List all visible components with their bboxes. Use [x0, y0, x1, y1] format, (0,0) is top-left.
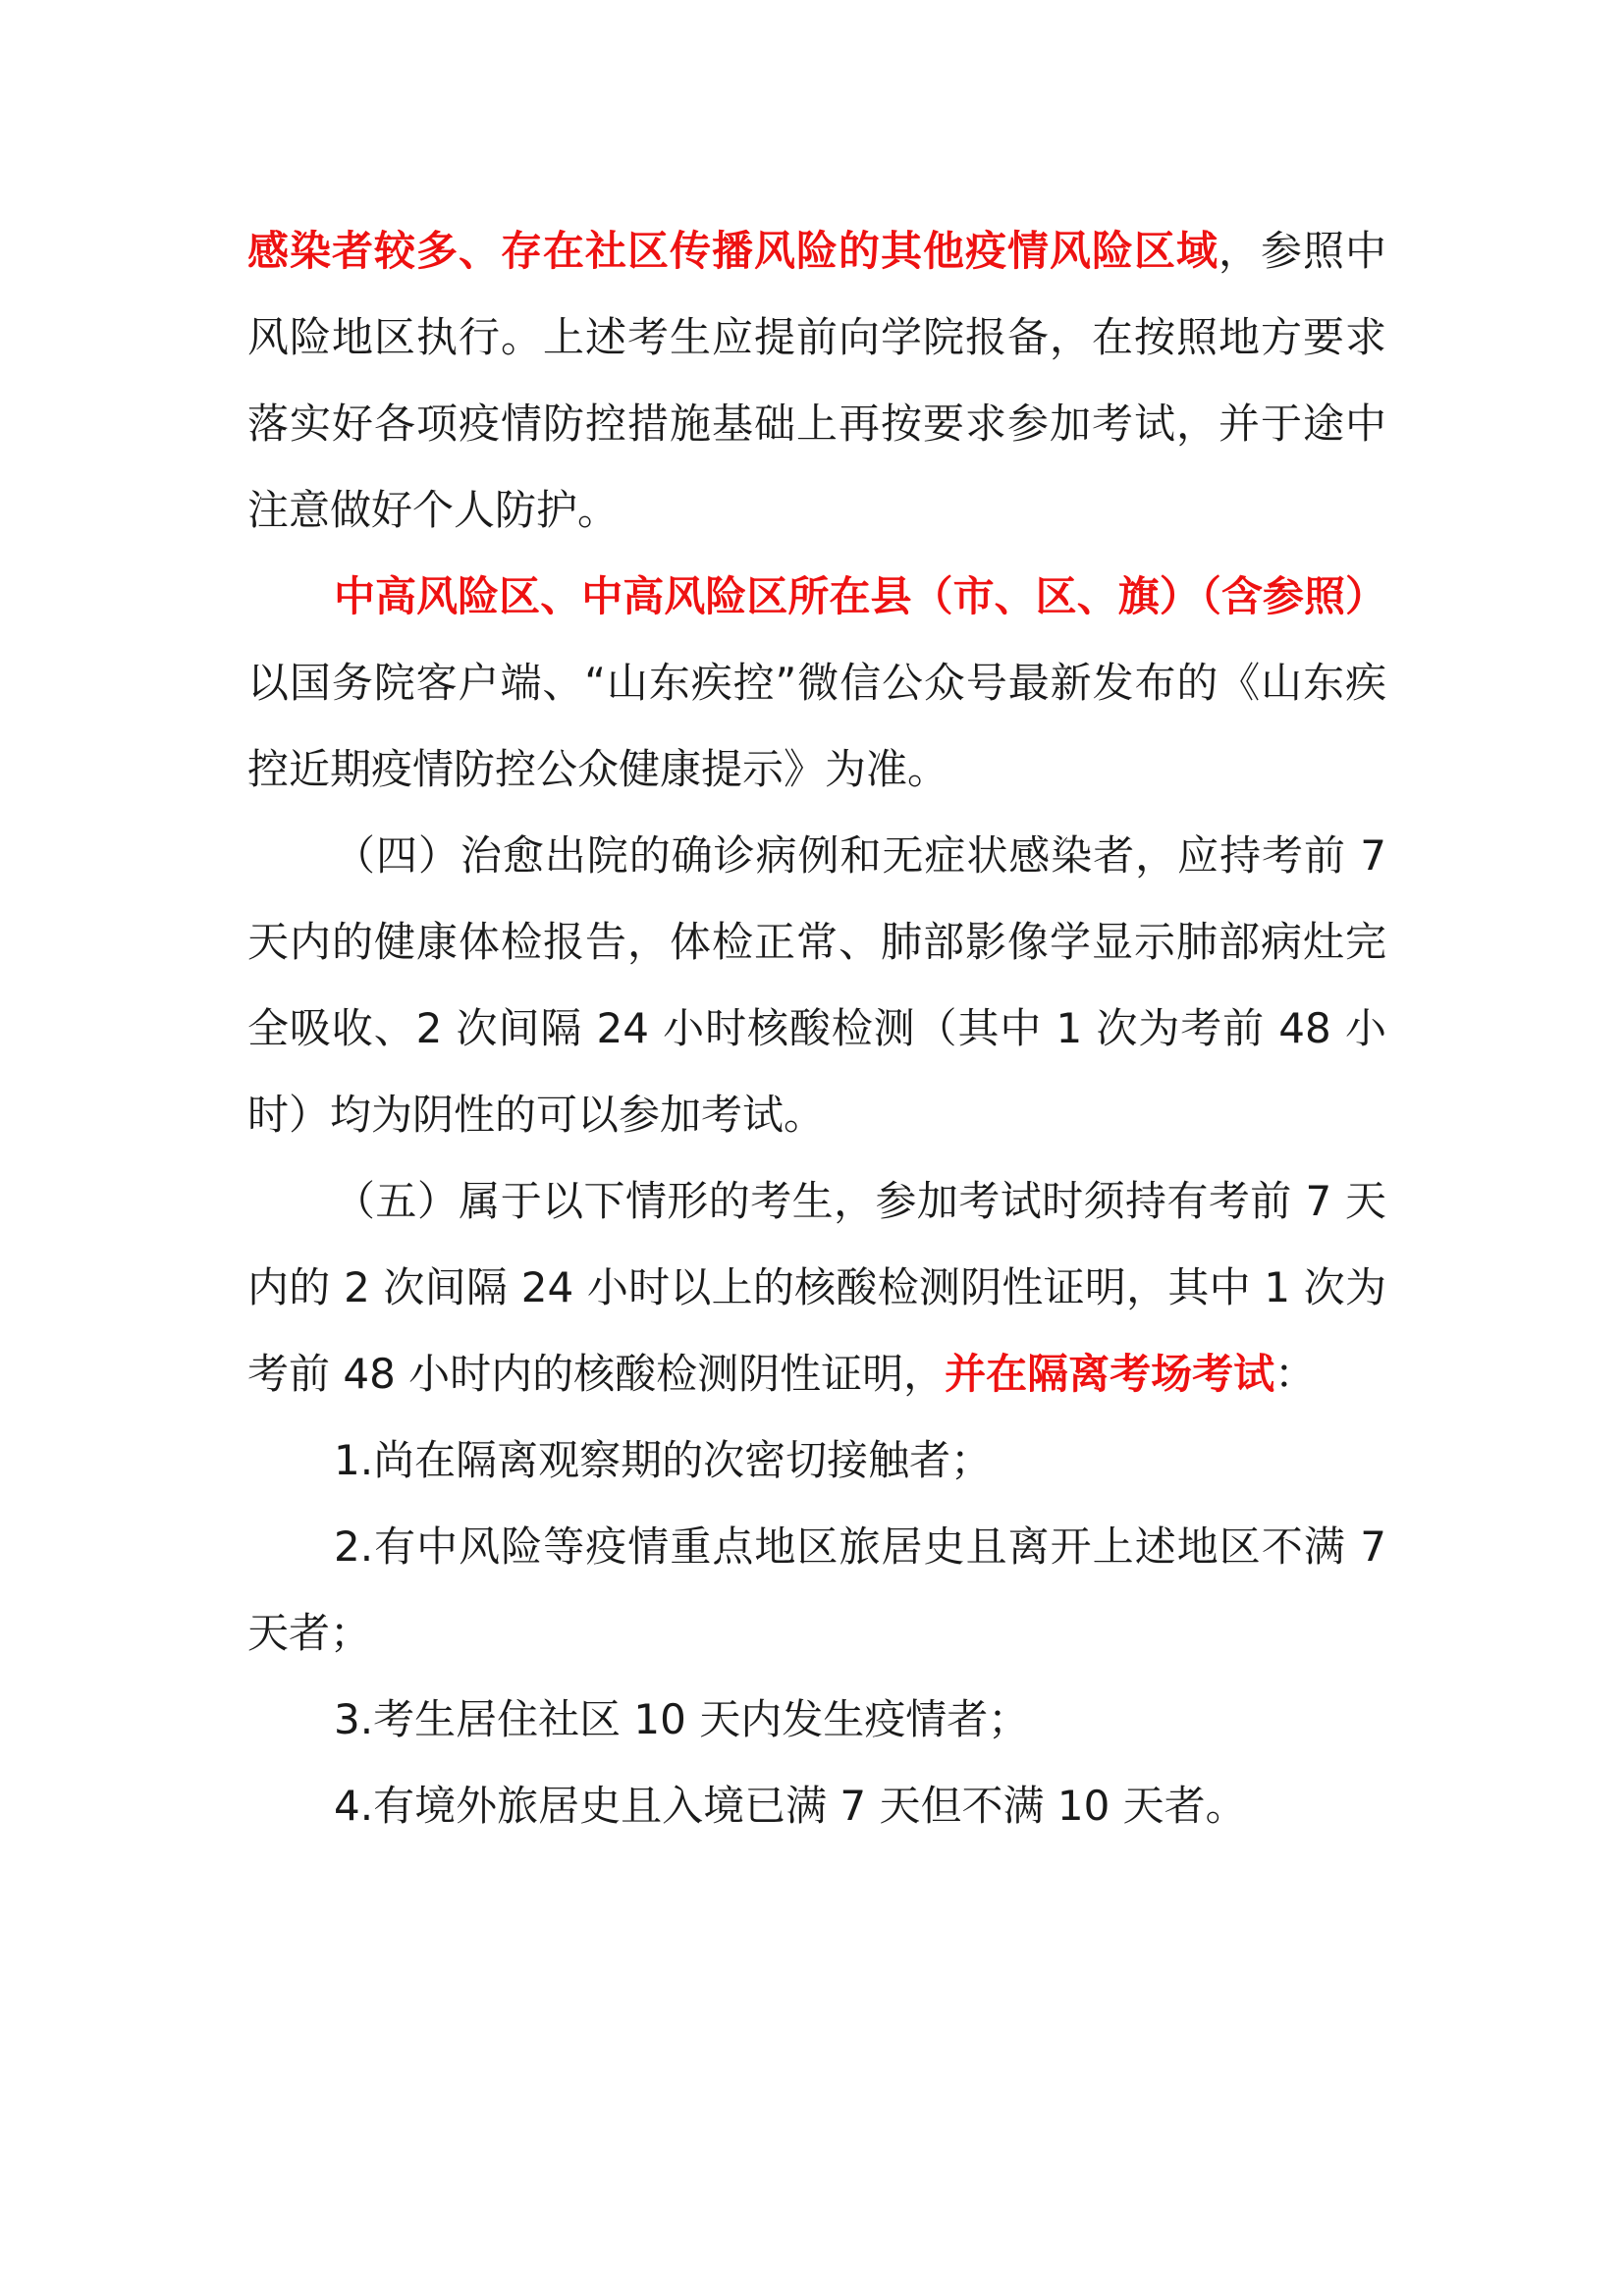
emphasis-text: 中高风险区、中高风险区所在县（市、区、旗）（含参照） [334, 572, 1386, 620]
emphasis-text: 感染者较多、存在社区传播风险的其他疫情风险区域 [247, 227, 1218, 275]
body-text: 以国务院客户端、“山东疾控”微信公众号最新发布的《山东疾控近期疫情防控公众健康提示》为准。 [247, 659, 1386, 793]
body-text: ： [1274, 1350, 1317, 1398]
emphasis-text: 并在隔离考场考试 [945, 1350, 1275, 1398]
paragraph-section-four [247, 813, 1386, 1158]
paragraph-section-five [247, 1158, 1386, 1417]
list-item: 1.尚在隔离观察期的次密切接触者； [334, 1436, 993, 1484]
body-text: （五）属于以下情形的考生，参加考试时须持有考前 7 天内的 2 次间隔 24 小时以上的核酸检测阴性证明，其中 1 次为考前 48 小时内的核酸检测阴性证明， [247, 1177, 1386, 1398]
list-item: 4.有境外旅居史且入境已满 7 天但不满 10 天者。 [334, 1782, 1247, 1830]
document-body [247, 208, 1386, 1849]
list-item: 2.有中风险等疫情重点地区旅居史且离开上述地区不满 7 天者； [247, 1522, 1386, 1657]
paragraph-risk-definition [247, 554, 1386, 813]
paragraph-risk-area [247, 208, 1386, 554]
body-text: （四）治愈出院的确诊病例和无症状感染者，应持考前 7 天内的健康体检报告，体检正常、肺部影像学显示肺部病灶完全吸收、2 次间隔 24 小时核酸检测（其中 1 次为考前 48 小时）均为阴性的可以参加考试。 [247, 831, 1386, 1139]
body-text: ，参照中风险地区执行。上述考生应提前向学院报备，在按照地方要求落实好各项疫情防控措施基础上再按要求参加考试，并于途中注意做好个人防护。 [247, 227, 1386, 534]
list-item: 3.考生居住社区 10 天内发生疫情者； [334, 1695, 1030, 1743]
